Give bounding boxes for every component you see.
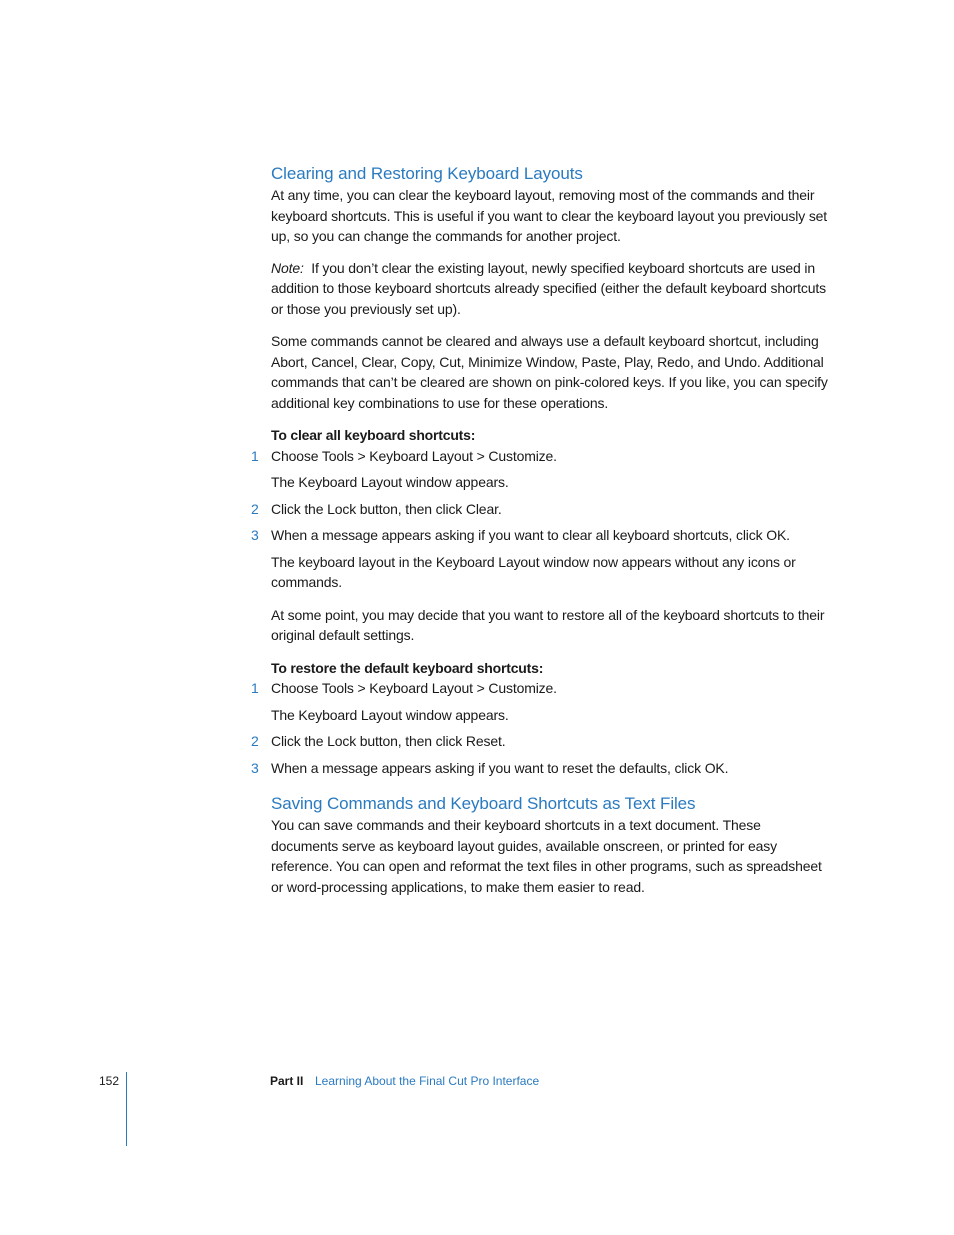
step-text: Click the Lock button, then click Clear. [271,500,502,517]
task-title-clear: To clear all keyboard shortcuts: [271,427,476,443]
step-item [251,731,831,752]
note-text: If you don’t clear the existing layout, newly specified keyboard shortcuts are used in addition to those keyboard shortcuts already specified (either the default keyboard shortcuts or those you previously set up). [271,259,826,317]
footer-part-label: Part II [270,1074,304,1088]
step-result: The keyboard layout in the Keyboard Layout window now appears without any icons or commands. [271,553,796,590]
intro-paragraph: At any time, you can clear the keyboard layout, removing most of the commands and their keyboard shortcuts. This is useful if you want to clear the keyboard layout you previously set up, so you can change the commands for another project. [271,187,828,244]
step-item [251,499,831,520]
step-text: Choose Tools > Keyboard Layout > Customize. [271,447,557,464]
step-item [251,678,831,699]
step-result: The Keyboard Layout window appears. [271,706,509,723]
step-number: 1 [251,447,259,464]
step-item [251,525,831,546]
step-number: 3 [251,759,259,776]
footer-divider [126,1072,127,1146]
section-clearing-restoring [251,163,831,778]
step-item [251,446,831,467]
step-text: Choose Tools > Keyboard Layout > Customize. [271,680,557,696]
task-title-restore: To restore the default keyboard shortcuts: [271,659,544,676]
note-paragraph [271,258,831,320]
step-number: 2 [251,500,259,517]
step-number: 1 [251,680,259,696]
section-heading: Clearing and Restoring Keyboard Layouts [271,164,583,183]
restore-intro-paragraph: At some point, you may decide that you want to restore all of the keyboard shortcuts to their original default settings. [271,606,825,643]
step-text: Click the Lock button, then click Reset. [271,733,506,749]
footer-chapter-title: Learning About the Final Cut Pro Interface [315,1074,540,1088]
section-saving-text-files [271,793,831,897]
saving-paragraph: You can save commands and their keyboard shortcuts in a text document. These documents serve as keyboard layout guides, available onscreen, or printed for easy reference. You can open and reformat the text files in other programs, such as spreadsheet or word-processing applications, to make them easier to read. [271,817,822,895]
note-label: Note: [271,259,304,276]
uncleared-commands-paragraph: Some commands cannot be cleared and always use a default keyboard shortcut, including Abort, Cancel, Clear, Copy, Cut, Minimize Window, Paste, Play, Redo, and Undo. Additional commands that can’t be cleared are shown on pink-colored keys. If you like, you can specify additional key combinations to use for these operations. [271,333,828,411]
step-result: The Keyboard Layout window appears. [271,474,509,490]
step-text: When a message appears asking if you want to clear all keyboard shortcuts, click OK. [271,527,790,543]
step-item [251,758,831,779]
step-number: 2 [251,733,259,749]
page-number: 152 [99,1074,120,1088]
section-heading: Saving Commands and Keyboard Shortcuts as Text Files [271,794,696,813]
step-text: When a message appears asking if you want to reset the defaults, click OK. [271,759,729,776]
step-number: 3 [251,527,259,543]
